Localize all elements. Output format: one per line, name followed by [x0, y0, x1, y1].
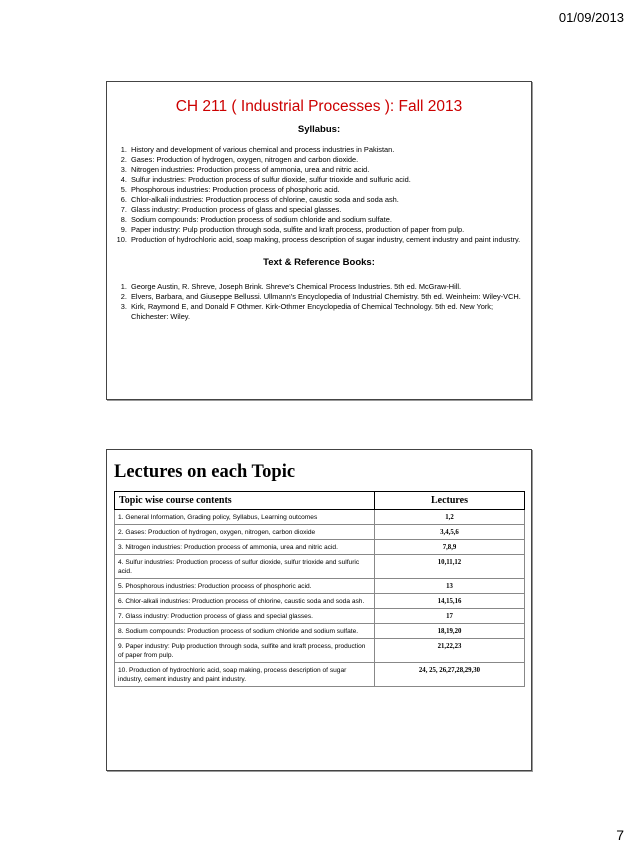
book-item: 3. Kirk, Raymond E, and Donald F Othmer. Kirk-Othmer Encyclopedia of Chemical Technology. 5th ed. New York; Chichester: Wiley.: [129, 302, 525, 322]
syllabus-item: 9. Paper industry: Pulp production through soda, sulfite and kraft process, production of paper from pulp.: [129, 225, 525, 235]
topic-cell: 3. Nitrogen industries: Production process of ammonia, urea and nitric acid.: [115, 540, 375, 555]
lectures-cell: 3,4,5,6: [375, 525, 525, 540]
syllabus-item: 5. Phosphorous industries: Production process of phosphoric acid.: [129, 185, 525, 195]
topic-cell: 4. Sulfur industries: Production process of sulfur dioxide, sulfur trioxide and sulfuric acid.: [115, 555, 375, 579]
lectures-cell: 13: [375, 579, 525, 594]
table-row: [115, 609, 525, 624]
lectures-cell: 18,19,20: [375, 624, 525, 639]
lectures-table: [114, 491, 525, 687]
books-list: [107, 282, 525, 322]
syllabus-item: 8. Sodium compounds: Production process of sodium chloride and sodium sulfate.: [129, 215, 525, 225]
book-item: 1. George Austin, R. Shreve, Joseph Brink. Shreve’s Chemical Process Industries. 5th ed. McGraw-Hill.: [129, 282, 525, 292]
syllabus-item: 3. Nitrogen industries: Production process of ammonia, urea and nitric acid.: [129, 165, 525, 175]
lectures-cell: 21,22,23: [375, 639, 525, 663]
syllabus-slide: [106, 81, 532, 400]
table-row: [115, 510, 525, 525]
table-row: [115, 639, 525, 663]
lectures-cell: 17: [375, 609, 525, 624]
topic-cell: 2. Gases: Production of hydrogen, oxygen, nitrogen, carbon dioxide: [115, 525, 375, 540]
table-row: [115, 624, 525, 639]
page-date: 01/09/2013: [558, 10, 624, 25]
table-row: [115, 579, 525, 594]
lectures-cell: 7,8,9: [375, 540, 525, 555]
topic-cell: 5. Phosphorous industries: Production process of phosphoric acid.: [115, 579, 375, 594]
syllabus-heading: Syllabus:: [297, 124, 341, 135]
syllabus-item: 1. History and development of various chemical and process industries in Pakistan.: [129, 145, 525, 155]
topic-cell: 8. Sodium compounds: Production process of sodium chloride and sodium sulfate.: [115, 624, 375, 639]
page-number: 7: [616, 827, 624, 843]
topic-cell: 9. Paper industry: Pulp production through soda, sulfite and kraft process, production of paper from pulp.: [115, 639, 375, 663]
lectures-cell: 1,2: [375, 510, 525, 525]
syllabus-list: [107, 145, 525, 245]
table-row: [115, 663, 525, 687]
topic-cell: 1. General Information, Grading policy, Syllabus, Learning outcomes: [115, 510, 375, 525]
syllabus-item: 4. Sulfur industries: Production process of sulfur dioxide, sulfur trioxide and sulfuric acid.: [129, 175, 525, 185]
book-item: 2. Elvers, Barbara, and Giuseppe Bellussi. Ullmann’s Encyclopedia of Industrial Chemistry. 5th ed. Weinheim: Wiley-VCH.: [129, 292, 525, 302]
syllabus-item: 2. Gases: Production of hydrogen, oxygen, nitrogen and carbon dioxide.: [129, 155, 525, 165]
syllabus-item: 7. Glass industry: Production process of glass and special glasses.: [129, 205, 525, 215]
syllabus-item: 10. Production of hydrochloric acid, soap making, process description of sugar industry, cement industry and paint industry.: [129, 235, 525, 245]
lectures-slide: [106, 449, 532, 771]
topic-cell: 10. Production of hydrochloric acid, soap making, process description of sugar industry, cement industry and paint industry.: [115, 663, 375, 687]
table-row: [115, 555, 525, 579]
books-heading: Text & Reference Books:: [263, 257, 375, 268]
lectures-column-header: Lectures: [375, 492, 525, 510]
lectures-cell: 14,15,16: [375, 594, 525, 609]
table-row: [115, 525, 525, 540]
table-row: [115, 540, 525, 555]
topic-cell: 6. Chlor-alkali industries: Production process of chlorine, caustic soda and soda ash.: [115, 594, 375, 609]
course-title: CH 211 ( Industrial Processes ): Fall 2013: [175, 98, 463, 115]
lectures-cell: 24, 25, 26,27,28,29,30: [375, 663, 525, 687]
lectures-title: Lectures on each Topic: [114, 462, 296, 482]
topic-column-header: Topic wise course contents: [115, 492, 375, 510]
lectures-cell: 10,11,12: [375, 555, 525, 579]
table-header-row: [115, 492, 525, 510]
table-row: [115, 594, 525, 609]
syllabus-item: 6. Chlor-alkali industries: Production process of chlorine, caustic soda and soda ash.: [129, 195, 525, 205]
topic-cell: 7. Glass industry: Production process of glass and special glasses.: [115, 609, 375, 624]
